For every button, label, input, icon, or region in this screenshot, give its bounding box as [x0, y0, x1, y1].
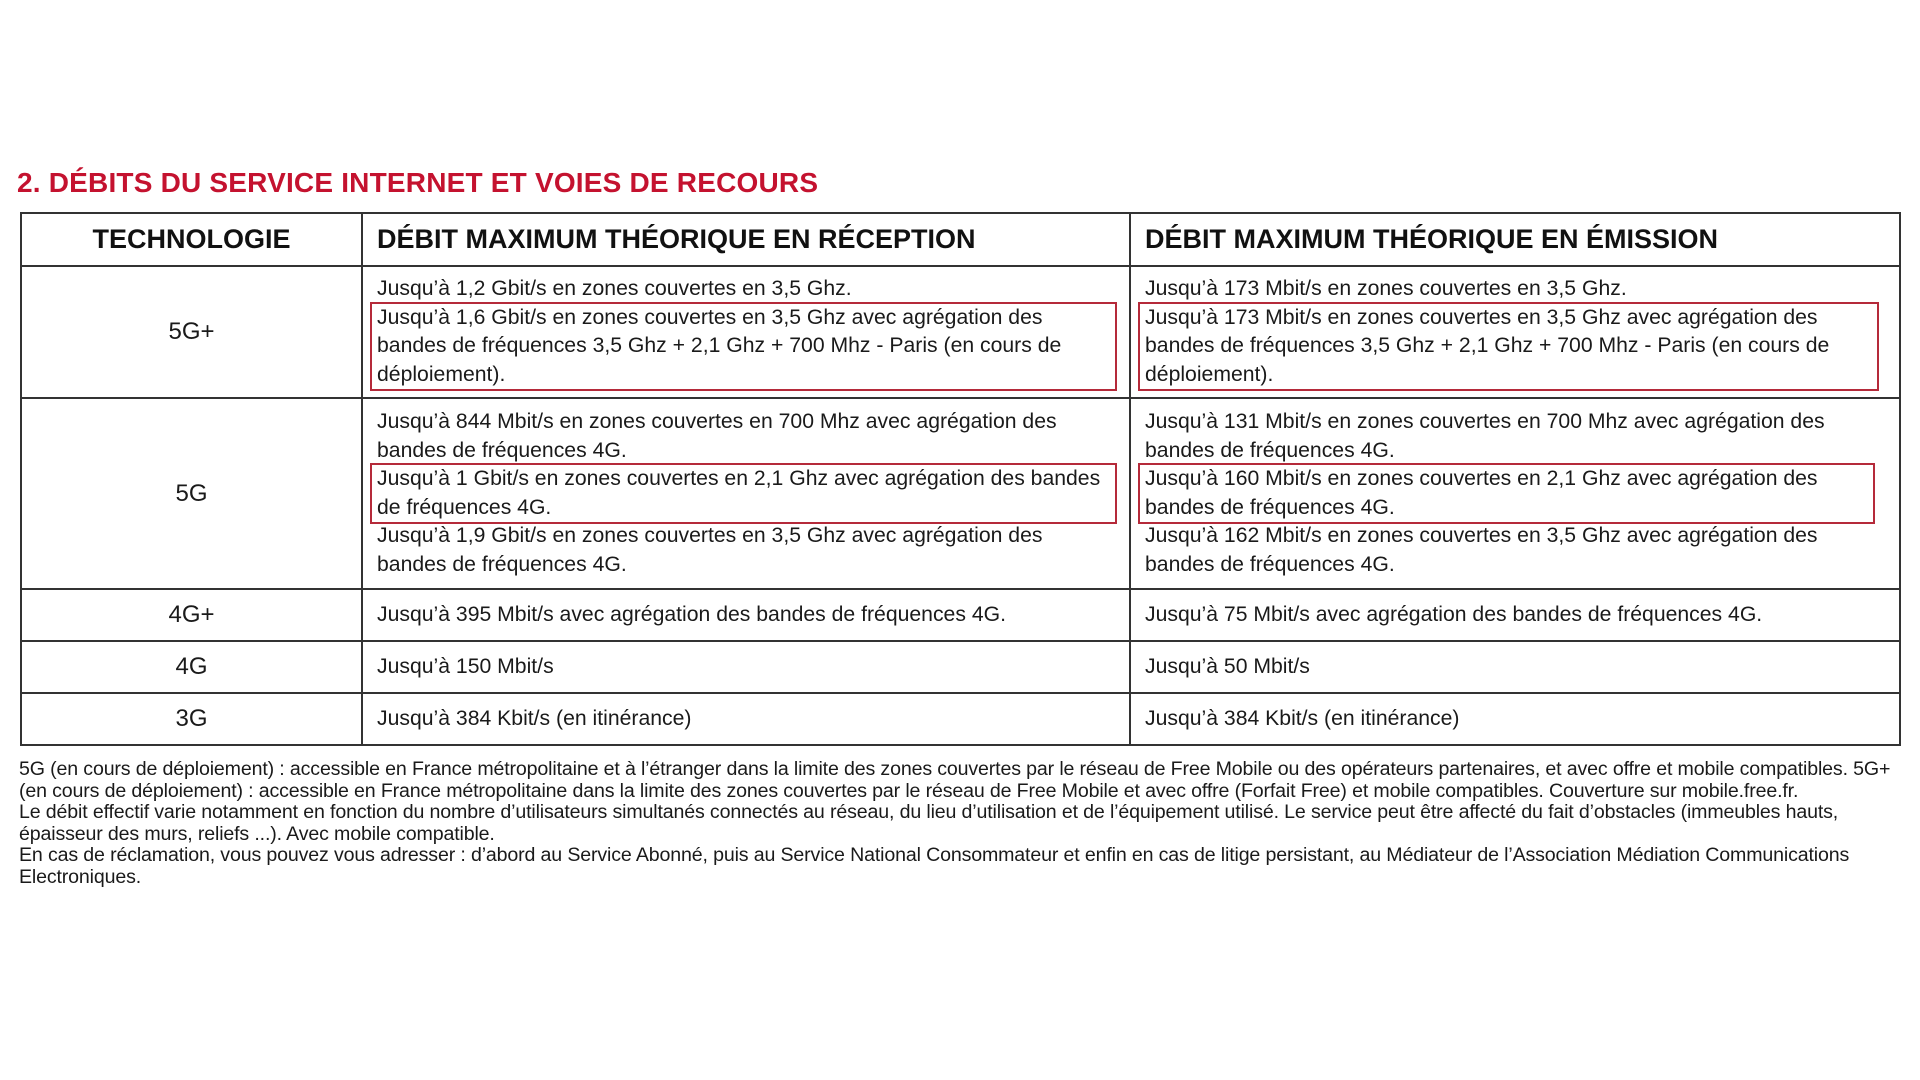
rate-line: Jusqu’à 1,9 Gbit/s en zones couvertes en 3,5 Ghz avec agrégation des bandes de fréquences 4G.	[377, 524, 1043, 577]
reception-cell: Jusqu’à 150 Mbit/s	[362, 641, 1130, 693]
highlighted-rate-line: Jusqu’à 1 Gbit/s en zones couvertes en 2,1 Ghz avec agrégation des bandes de fréquences 4G.	[372, 465, 1115, 522]
rate-line: Jusqu’à 131 Mbit/s en zones couvertes en 700 Mhz avec agrégation des bandes de fréquences 4G.	[1145, 410, 1825, 462]
emission-cell	[1130, 266, 1900, 398]
rate-line: Jusqu’à 844 Mbit/s en zones couvertes en 700 Mhz avec agrégation des bandes de fréquences 4G.	[377, 410, 1057, 462]
highlighted-rate-line: Jusqu’à 1,6 Gbit/s en zones couvertes en 3,5 Ghz avec agrégation des bandes de fréquences 3,5 Ghz + 2,1 Ghz + 700 Mhz - Paris (en cours de déploiement).	[372, 304, 1115, 390]
technology-cell: 4G	[21, 641, 362, 693]
highlighted-rate-line: Jusqu’à 160 Mbit/s en zones couvertes en 2,1 Ghz avec agrégation des bandes de fréquences 4G.	[1140, 465, 1873, 522]
table-row-4g	[21, 641, 1900, 693]
rates-table	[20, 212, 1901, 746]
table-row-3g	[21, 693, 1900, 745]
footnotes	[19, 759, 1904, 888]
emission-cell: Jusqu’à 384 Kbit/s (en itinérance)	[1130, 693, 1900, 745]
emission-cell: Jusqu’à 75 Mbit/s avec agrégation des bandes de fréquences 4G.	[1130, 589, 1900, 641]
footnote-coverage: 5G (en cours de déploiement) : accessible en France métropolitaine et à l’étranger dans la limite des zones couvertes par le réseau de Free Mobile ou des opérateurs partenaires, et avec offre et mobile compatibles. 5G+ (en cours de déploiement) : accessible en France métropolitaine dans la limite des zones couvertes par le réseau de Free Mobile et avec offre (Forfait Free) et mobile compatibles. Couverture sur mobile.free.fr.	[19, 758, 1891, 802]
emission-cell: Jusqu’à 50 Mbit/s	[1130, 641, 1900, 693]
reception-cell: Jusqu’à 384 Kbit/s (en itinérance)	[362, 693, 1130, 745]
table-header-row	[21, 213, 1900, 266]
header-technology: TECHNOLOGIE	[21, 213, 362, 266]
reception-cell: Jusqu’à 395 Mbit/s avec agrégation des bandes de fréquences 4G.	[362, 589, 1130, 641]
highlighted-rate-line: Jusqu’à 173 Mbit/s en zones couvertes en 3,5 Ghz avec agrégation des bandes de fréquences 3,5 Ghz + 2,1 Ghz + 700 Mhz - Paris (en cours de déploiement).	[1140, 304, 1877, 390]
technology-cell: 5G	[21, 398, 362, 589]
table-row-4g-plus	[21, 589, 1900, 641]
footnote-effective-rate: Le débit effectif varie notamment en fonction du nombre d’utilisateurs simultanés connectés au réseau, du lieu d’utilisation et de l’équipement utilisé. Le service peut être affecté du fait d’obstacles (immeubles hauts, épaisseur des murs, reliefs ...). Avec mobile compatible.	[19, 801, 1839, 845]
technology-cell: 4G+	[21, 589, 362, 641]
reception-cell	[362, 398, 1130, 589]
table-row-5g-plus	[21, 266, 1900, 398]
rate-line: Jusqu’à 1,2 Gbit/s en zones couvertes en 3,5 Ghz.	[377, 277, 852, 300]
rate-line: Jusqu’à 162 Mbit/s en zones couvertes en 3,5 Ghz avec agrégation des bandes de fréquences 4G.	[1145, 524, 1818, 577]
emission-cell	[1130, 398, 1900, 589]
reception-cell	[362, 266, 1130, 398]
rate-line: Jusqu’à 173 Mbit/s en zones couvertes en 3,5 Ghz.	[1145, 277, 1627, 300]
header-emission: DÉBIT MAXIMUM THÉORIQUE EN ÉMISSION	[1130, 213, 1900, 266]
section-title: 2. DÉBITS DU SERVICE INTERNET ET VOIES DE RECOURS	[17, 167, 819, 198]
footnote-complaints: En cas de réclamation, vous pouvez vous adresser : d’abord au Service Abonné, puis au Service National Consommateur et enfin en cas de litige persistant, au Médiateur de l’Association Médiation Communications Electroniques.	[19, 844, 1850, 888]
technology-cell: 3G	[21, 693, 362, 745]
technology-cell: 5G+	[21, 266, 362, 398]
table-row-5g	[21, 398, 1900, 589]
header-reception: DÉBIT MAXIMUM THÉORIQUE EN RÉCEPTION	[362, 213, 1130, 266]
